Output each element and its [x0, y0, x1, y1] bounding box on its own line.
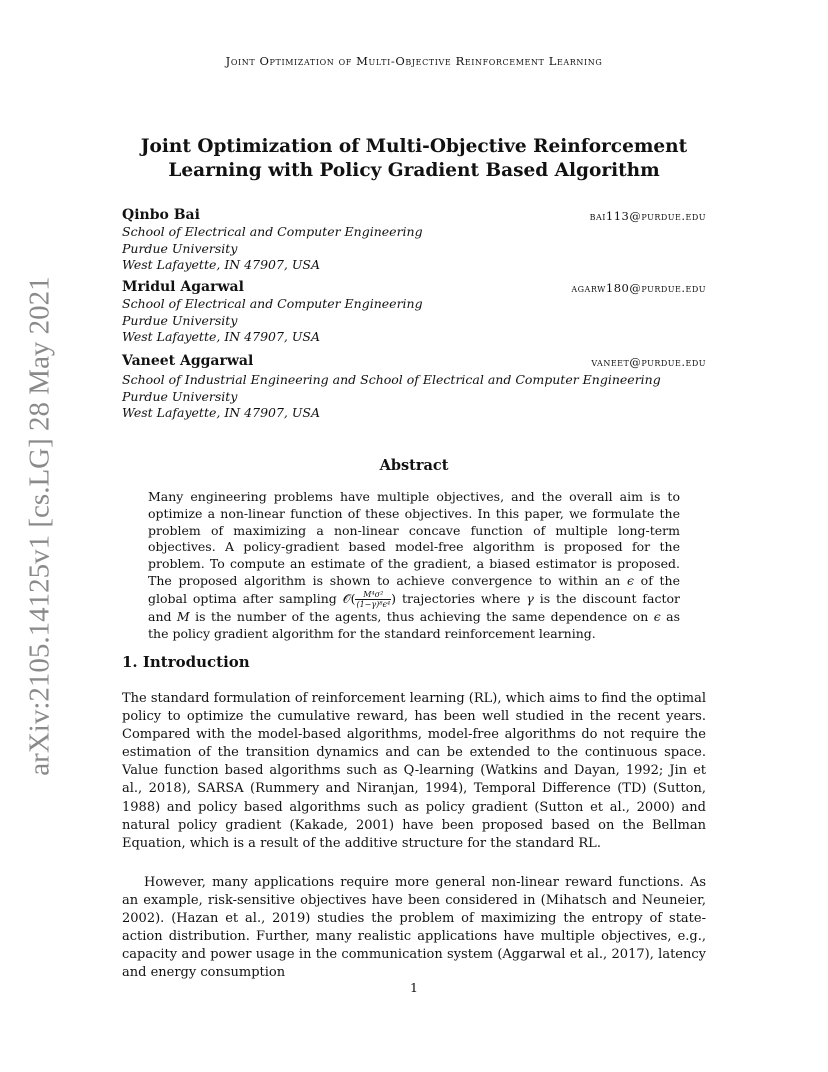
math-paren-close: ): [391, 590, 397, 606]
author-name: Mridul Agarwal: [122, 279, 244, 295]
abstract-text: Many engineering problems have multiple objectives, and the overall aim is to optimize a non-linear function of these objectives. In this paper, we formulate the problem of maximizing a non-linear concave function of multiple long-term objectives. A policy-gradient based model-free algorithm is proposed for the problem. To compute an estimate of the gradient, a biased estimator is proposed. The proposed algorithm is shown to achieve convergence to within an: [148, 489, 680, 588]
author-email: agarw180@purdue.edu: [571, 281, 706, 295]
abstract-heading: Abstract: [379, 457, 449, 474]
author-block-1: [122, 207, 706, 274]
author-affiliation-address: West Lafayette, IN 47907, USA: [122, 257, 321, 272]
paper-title-line-2: Learning with Policy Gradient Based Algorithm: [168, 160, 660, 181]
math-epsilon: ϵ: [653, 608, 661, 624]
paper-title: [0, 135, 828, 183]
math-fraction-denominator: (1−γ)⁸ϵ⁴: [356, 599, 391, 609]
body-paragraph-1: The standard formulation of reinforcement learning (RL), which aims to find the optimal policy to optimize the cumulative reward, has been well studied in the recent years. Compared with the model-based algorithms, model-free algorithms do not require the estimation of the transition dynamics and can be extended to the continuous space. Value function based algorithms such as Q-learning (Watkins and Dayan, 1992; Jin et al., 2018), SARSA (Rummery and Niranjan, 1994), Temporal Difference (TD) (Sutton, 1988) and policy based algorithms such as policy gradient (Sutton et al., 2000) and natural policy gradient (Kakade, 2001) have been proposed based on the Bellman Equation, which is a result of the additive structure for the standard RL.: [122, 691, 706, 851]
abstract-text: is the discount factor and: [148, 590, 681, 624]
author-affiliation-dept: School of Electrical and Computer Engineering: [122, 296, 423, 311]
abstract-text: is the number of the agents, thus achieving the same dependence on: [189, 608, 654, 624]
running-head: Joint Optimization of Multi-Objective Reinforcement Learning: [225, 54, 603, 68]
arxiv-stamp-text: arXiv:2105.14125v1 [cs.LG] 28 May 2021: [23, 276, 56, 776]
author-email: vaneet@purdue.edu: [591, 355, 706, 369]
author-name: Vaneet Aggarwal: [122, 353, 254, 369]
section-heading-introduction: 1. Introduction: [122, 653, 250, 671]
author-block-2: [122, 279, 706, 346]
author-email: bai113@purdue.edu: [589, 209, 706, 223]
abstract-text: as the policy gradient algorithm for the standard reinforcement learning.: [148, 608, 681, 641]
abstract-text: of the global optima after sampling: [148, 572, 680, 606]
author-affiliation-address: West Lafayette, IN 47907, USA: [122, 329, 321, 344]
author-affiliation-address: West Lafayette, IN 47907, USA: [122, 405, 321, 420]
math-fraction-numerator: M⁴σ²: [355, 590, 391, 600]
math-big-o: 𝒪(: [342, 590, 356, 606]
math-gamma: γ: [526, 590, 534, 606]
math-epsilon: ϵ: [626, 572, 634, 588]
math-fraction: [355, 590, 391, 609]
math-m: M: [176, 608, 190, 624]
abstract-text: trajectories where: [396, 590, 527, 606]
author-affiliation-univ: Purdue University: [122, 312, 238, 328]
page-number: 1: [410, 980, 418, 995]
author-block-3: [122, 353, 706, 422]
author-affiliation-dept: School of Electrical and Computer Engineering: [122, 224, 423, 239]
author-affiliation-univ: Purdue University: [122, 388, 238, 404]
author-affiliation-dept: School of Industrial Engineering and School of Electrical and Computer Engineering: [122, 372, 661, 387]
author-name: Qinbo Bai: [122, 207, 200, 223]
author-affiliation-univ: Purdue University: [122, 240, 238, 256]
abstract-body: [148, 489, 680, 642]
body-paragraph-2: However, many applications require more general non-linear reward functions. As an example, risk-sensitive objectives have been considered in (Mihatsch and Neuneier, 2002). (Hazan et al., 2019) studies the problem of maximizing the entropy of state-action distribution. Further, many realistic applications have multiple objectives, e.g., capacity and power usage in the communication system (Aggarwal et al., 2017), latency and energy consumption: [122, 875, 706, 981]
paper-title-line-1: Joint Optimization of Multi-Objective Reinforcement: [140, 136, 688, 157]
